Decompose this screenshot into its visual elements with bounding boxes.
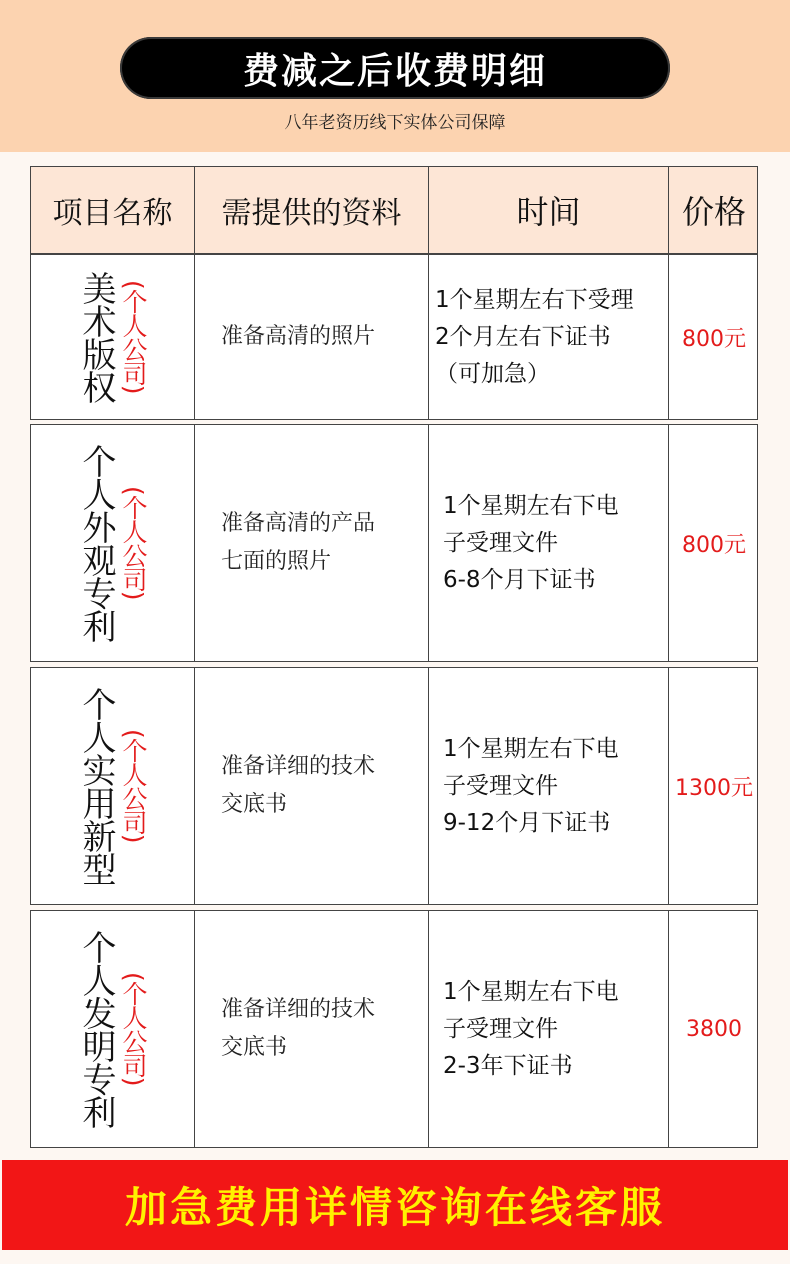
time-text: 1个星期左右下电 子受理文件 6-8个月下证书 — [443, 492, 619, 593]
item-name-cell — [31, 425, 195, 661]
time-text: 1个星期左右下电 子受理文件 2-3年下证书 — [443, 978, 619, 1079]
materials-text: 准备详细的技术 交底书 — [221, 997, 376, 1060]
price-cell — [669, 425, 759, 661]
materials-text: 准备高清的照片 — [221, 324, 376, 349]
item-name: 美术版权 — [76, 271, 116, 403]
materials-cell — [195, 255, 429, 419]
price-cell — [669, 255, 759, 419]
column-header-time: 时间 — [429, 167, 669, 253]
item-name: 个人发明专利 — [76, 930, 116, 1128]
price-text: 800元 — [682, 532, 746, 558]
item-applicant-type: (个人公司) — [119, 486, 148, 600]
item-applicant-type: (个人公司) — [119, 280, 148, 394]
urgent-fee-consult-banner[interactable]: 加急费用详情咨询在线客服 — [2, 1160, 788, 1250]
time-text: 1个星期左右下电 子受理文件 9-12个月下证书 — [443, 735, 619, 836]
column-header-price: 价格 — [681, 193, 746, 231]
table-row — [30, 910, 758, 1148]
time-cell — [429, 425, 669, 661]
table-header-row — [30, 166, 758, 254]
page-title: 费减之后收费明细 — [120, 37, 670, 99]
time-cell — [429, 668, 669, 904]
price-cell — [669, 911, 759, 1147]
item-name-cell — [31, 255, 195, 419]
item-name: 个人外观专利 — [76, 444, 116, 642]
materials-cell — [195, 425, 429, 661]
item-name: 个人实用新型 — [76, 687, 116, 885]
page-subtitle: 八年老资历线下实体公司保障 — [284, 113, 506, 133]
price-cell — [669, 668, 759, 904]
item-applicant-type: (个人公司) — [119, 972, 148, 1086]
item-name-cell — [31, 668, 195, 904]
materials-text: 准备详细的技术 交底书 — [221, 754, 376, 817]
column-header-materials: 需提供的资料 — [195, 167, 429, 253]
materials-cell — [195, 911, 429, 1147]
table-row — [30, 424, 758, 662]
time-text: 1个星期左右下受理 2个月左右下证书 （可加急） — [435, 286, 634, 387]
price-text: 800元 — [682, 326, 746, 352]
table-row — [30, 667, 758, 905]
price-text: 1300元 — [675, 775, 753, 801]
item-applicant-type: (个人公司) — [119, 729, 148, 843]
materials-cell — [195, 668, 429, 904]
table-row — [30, 254, 758, 420]
time-cell — [429, 255, 669, 419]
item-name-cell — [31, 911, 195, 1147]
price-text: 3800 — [686, 1016, 742, 1042]
column-header-name: 项目名称 — [31, 167, 195, 253]
materials-text: 准备高清的产品 七面的照片 — [221, 511, 376, 574]
time-cell — [429, 911, 669, 1147]
header-banner — [0, 0, 790, 152]
